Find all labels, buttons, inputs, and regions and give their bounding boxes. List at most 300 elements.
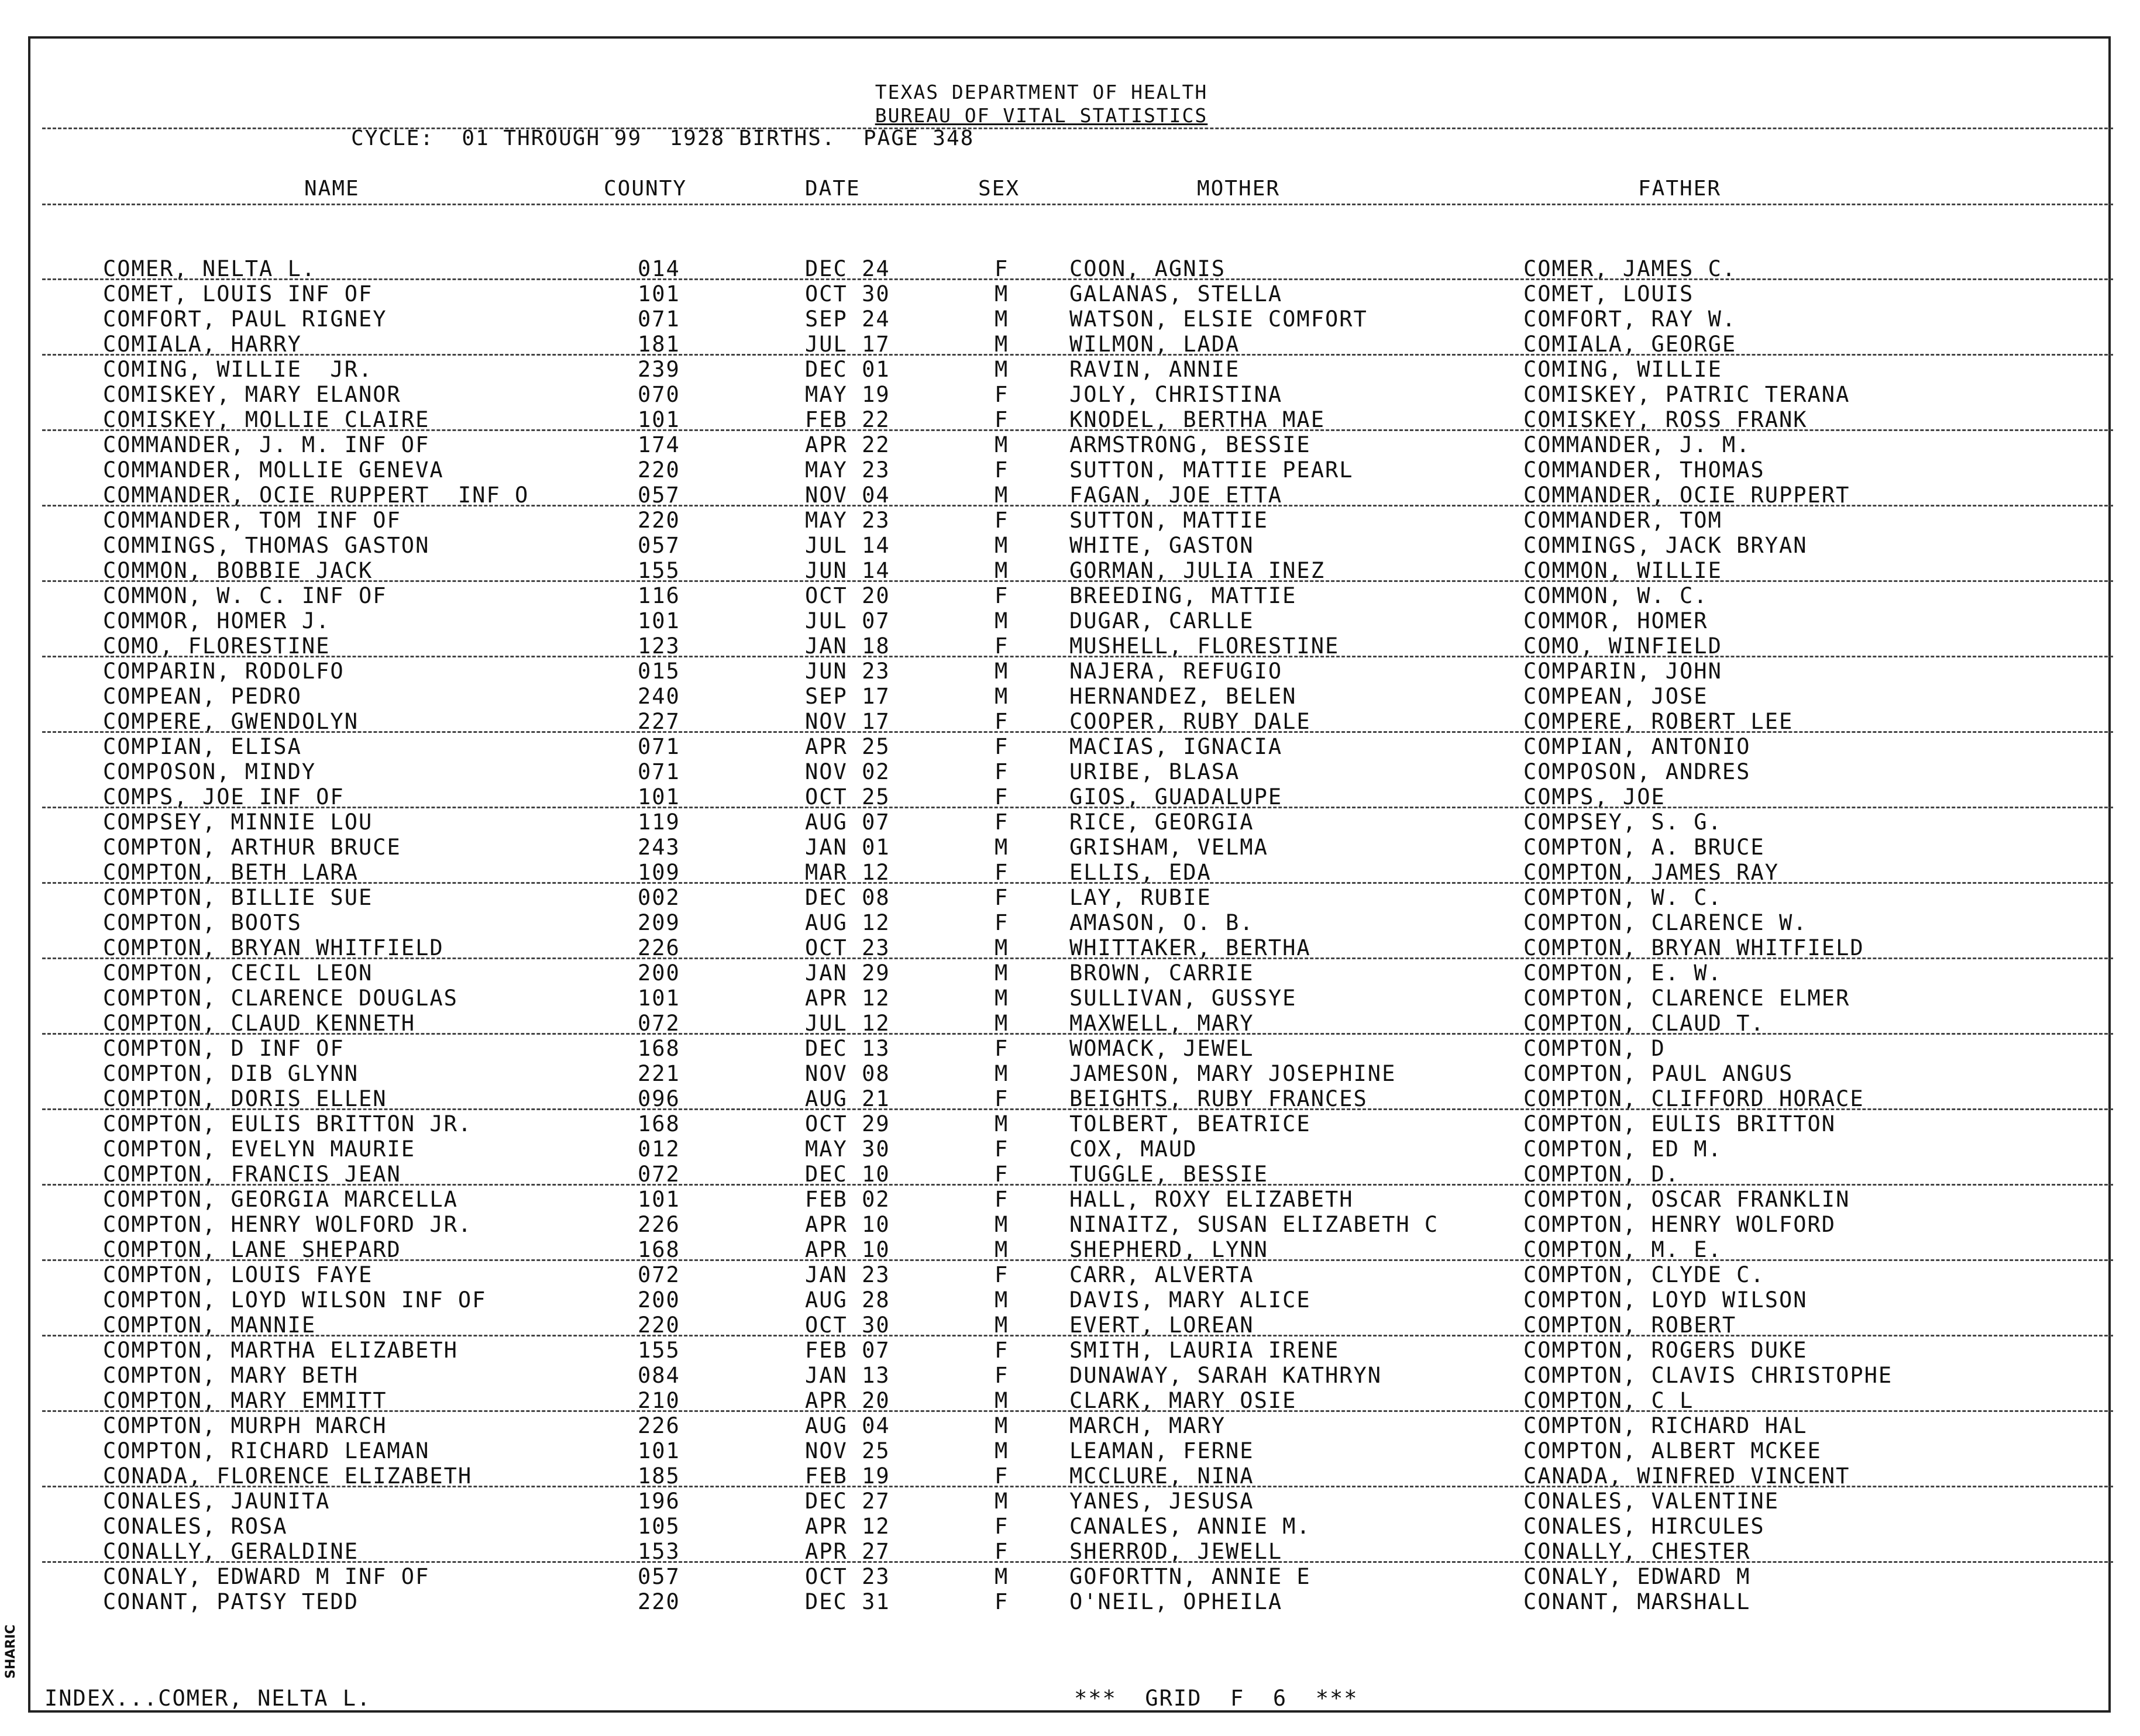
cell-father: COMPERE, ROBERT LEE bbox=[1523, 709, 1794, 734]
cell-sex: F bbox=[995, 1338, 1009, 1363]
cell-county: 071 bbox=[638, 759, 680, 784]
table-row bbox=[0, 885, 2140, 910]
cell-date: JUL 12 bbox=[805, 1011, 890, 1036]
cell-date: APR 20 bbox=[805, 1388, 890, 1413]
row-group-divider bbox=[42, 1410, 2113, 1412]
cell-county: 096 bbox=[638, 1086, 680, 1111]
cell-mother: COON, AGNIS bbox=[1069, 256, 1226, 281]
cell-father: COMPTON, ROGERS DUKE bbox=[1523, 1338, 1808, 1363]
cell-date: DEC 08 bbox=[805, 885, 890, 910]
cell-father: COMING, WILLIE bbox=[1523, 357, 1722, 382]
table-row bbox=[0, 659, 2140, 684]
cell-father: COMPTON, BRYAN WHITFIELD bbox=[1523, 935, 1864, 960]
cell-name: COMPTON, MARY EMMITT bbox=[103, 1388, 387, 1413]
cell-mother: SHERROD, JEWELL bbox=[1069, 1539, 1283, 1564]
cell-county: 072 bbox=[638, 1262, 680, 1287]
cell-mother: KNODEL, BERTHA MAE bbox=[1069, 407, 1325, 432]
cell-date: MAY 23 bbox=[805, 457, 890, 483]
agency-title: TEXAS DEPARTMENT OF HEALTH bbox=[875, 81, 1208, 104]
cell-date: FEB 07 bbox=[805, 1338, 890, 1363]
cell-mother: DAVIS, MARY ALICE bbox=[1069, 1287, 1311, 1313]
cell-date: MAY 23 bbox=[805, 508, 890, 533]
cell-date: MAY 30 bbox=[805, 1136, 890, 1162]
cell-date: JAN 29 bbox=[805, 960, 890, 986]
cell-sex: M bbox=[995, 432, 1009, 457]
cell-county: 071 bbox=[638, 306, 680, 332]
cell-date: JUL 07 bbox=[805, 608, 890, 633]
cell-mother: GORMAN, JULIA INEZ bbox=[1069, 558, 1325, 583]
cell-sex: M bbox=[995, 1287, 1009, 1313]
cell-name: CONALLY, GERALDINE bbox=[103, 1539, 359, 1564]
cell-date: APR 10 bbox=[805, 1237, 890, 1262]
table-row bbox=[0, 1338, 2140, 1363]
cell-date: SEP 17 bbox=[805, 684, 890, 709]
cell-name: COMPTON, BILLIE SUE bbox=[103, 885, 373, 910]
cell-father: COMPTON, D bbox=[1523, 1036, 1666, 1061]
table-row bbox=[0, 910, 2140, 935]
table-row bbox=[0, 1514, 2140, 1539]
cell-name: COMET, LOUIS INF OF bbox=[103, 281, 373, 306]
cell-father: COMPTON, PAUL ANGUS bbox=[1523, 1061, 1794, 1086]
cell-father: COMPTON, CLAUD T. bbox=[1523, 1011, 1765, 1036]
cell-county: 057 bbox=[638, 533, 680, 558]
cell-mother: AMASON, O. B. bbox=[1069, 910, 1254, 935]
cell-father: COMPTON, HENRY WOLFORD bbox=[1523, 1212, 1836, 1237]
cell-father: CONANT, MARSHALL bbox=[1523, 1589, 1751, 1614]
cell-county: 116 bbox=[638, 583, 680, 608]
cell-sex: F bbox=[995, 784, 1009, 810]
cell-mother: JAMESON, MARY JOSEPHINE bbox=[1069, 1061, 1396, 1086]
cell-father: COMMANDER, TOM bbox=[1523, 508, 1722, 533]
side-label: SHARIC bbox=[4, 1624, 18, 1679]
cell-sex: F bbox=[995, 709, 1009, 734]
table-row bbox=[0, 558, 2140, 583]
cell-father: COMFORT, RAY W. bbox=[1523, 306, 1737, 332]
cell-mother: ARMSTRONG, BESSIE bbox=[1069, 432, 1311, 457]
cell-sex: M bbox=[995, 1061, 1009, 1086]
cell-sex: M bbox=[995, 986, 1009, 1011]
cell-date: NOV 25 bbox=[805, 1438, 890, 1463]
table-row bbox=[0, 382, 2140, 407]
cycle-line: CYCLE: 01 THROUGH 99 1928 BIRTHS. PAGE 348 bbox=[351, 126, 975, 150]
cell-county: 057 bbox=[638, 1564, 680, 1589]
cell-father: COMPTON, EULIS BRITTON bbox=[1523, 1111, 1836, 1136]
cell-name: CONALES, JAUNITA bbox=[103, 1489, 331, 1514]
cell-mother: COOPER, RUBY DALE bbox=[1069, 709, 1311, 734]
cell-sex: M bbox=[995, 1111, 1009, 1136]
table-row bbox=[0, 1489, 2140, 1514]
cell-sex: F bbox=[995, 1162, 1009, 1187]
cell-sex: M bbox=[995, 533, 1009, 558]
row-group-divider bbox=[42, 656, 2113, 657]
cell-name: COMPEAN, PEDRO bbox=[103, 684, 302, 709]
cell-sex: M bbox=[995, 1388, 1009, 1413]
table-row bbox=[0, 1589, 2140, 1614]
row-group-divider bbox=[42, 1033, 2113, 1035]
cell-name: COMPSEY, MINNIE LOU bbox=[103, 810, 373, 835]
cell-county: 181 bbox=[638, 332, 680, 357]
cell-mother: TUGGLE, BESSIE bbox=[1069, 1162, 1268, 1187]
cell-father: COMPTON, OSCAR FRANKLIN bbox=[1523, 1187, 1850, 1212]
cell-date: AUG 21 bbox=[805, 1086, 890, 1111]
cell-father: COMPARIN, JOHN bbox=[1523, 659, 1722, 684]
cell-mother: EVERT, LOREAN bbox=[1069, 1313, 1254, 1338]
row-group-divider bbox=[42, 731, 2113, 733]
cell-date: FEB 19 bbox=[805, 1463, 890, 1489]
cell-name: COMMON, BOBBIE JACK bbox=[103, 558, 373, 583]
cell-mother: MACIAS, IGNACIA bbox=[1069, 734, 1283, 759]
cell-county: 220 bbox=[638, 1313, 680, 1338]
cell-name: COMPTON, EVELYN MAURIE bbox=[103, 1136, 416, 1162]
cell-sex: F bbox=[995, 1363, 1009, 1388]
cell-name: COMPOSON, MINDY bbox=[103, 759, 316, 784]
cell-father: COMMANDER, OCIE RUPPERT bbox=[1523, 483, 1850, 508]
cell-mother: SMITH, LAURIA IRENE bbox=[1069, 1338, 1340, 1363]
cell-date: AUG 28 bbox=[805, 1287, 890, 1313]
cell-sex: M bbox=[995, 281, 1009, 306]
table-row bbox=[0, 1212, 2140, 1237]
cell-name: COMPTON, HENRY WOLFORD JR. bbox=[103, 1212, 473, 1237]
cell-name: COMMOR, HOMER J. bbox=[103, 608, 331, 633]
table-row bbox=[0, 759, 2140, 784]
cell-name: COMMON, W. C. INF OF bbox=[103, 583, 387, 608]
cell-father: COMPTON, W. C. bbox=[1523, 885, 1722, 910]
column-header-date: DATE bbox=[805, 177, 861, 201]
row-group-divider bbox=[42, 505, 2113, 507]
cell-father: COMIALA, GEORGE bbox=[1523, 332, 1737, 357]
cell-mother: JOLY, CHRISTINA bbox=[1069, 382, 1283, 407]
cell-sex: F bbox=[995, 1463, 1009, 1489]
table-row bbox=[0, 860, 2140, 885]
cell-county: 101 bbox=[638, 1187, 680, 1212]
cell-name: COMPTON, MANNIE bbox=[103, 1313, 316, 1338]
cell-mother: CANALES, ANNIE M. bbox=[1069, 1514, 1311, 1539]
cell-name: COMPTON, LOYD WILSON INF OF bbox=[103, 1287, 487, 1313]
cell-name: COMPTON, DIB GLYNN bbox=[103, 1061, 359, 1086]
cell-county: 220 bbox=[638, 457, 680, 483]
table-row bbox=[0, 1036, 2140, 1061]
cell-father: COMPTON, M. E. bbox=[1523, 1237, 1722, 1262]
cell-name: COMPTON, CLARENCE DOUGLAS bbox=[103, 986, 458, 1011]
table-row bbox=[0, 1111, 2140, 1136]
cell-date: APR 10 bbox=[805, 1212, 890, 1237]
cell-county: 070 bbox=[638, 382, 680, 407]
cell-mother: SHEPHERD, LYNN bbox=[1069, 1237, 1268, 1262]
row-group-divider bbox=[42, 1184, 2113, 1186]
cell-county: 174 bbox=[638, 432, 680, 457]
cell-county: 239 bbox=[638, 357, 680, 382]
table-row bbox=[0, 583, 2140, 608]
cell-sex: F bbox=[995, 1262, 1009, 1287]
cell-date: JAN 01 bbox=[805, 835, 890, 860]
cell-father: COMPTON, CLARENCE W. bbox=[1523, 910, 1808, 935]
cell-county: 012 bbox=[638, 1136, 680, 1162]
cell-sex: M bbox=[995, 608, 1009, 633]
table-row bbox=[0, 533, 2140, 558]
cell-county: 168 bbox=[638, 1111, 680, 1136]
cell-name: COMPTON, LANE SHEPARD bbox=[103, 1237, 401, 1262]
cell-sex: M bbox=[995, 1564, 1009, 1589]
cell-name: COMPTON, RICHARD LEAMAN bbox=[103, 1438, 430, 1463]
cell-father: COMMON, W. C. bbox=[1523, 583, 1708, 608]
cell-sex: F bbox=[995, 860, 1009, 885]
cell-date: MAY 19 bbox=[805, 382, 890, 407]
cell-mother: DUGAR, CARLLE bbox=[1069, 608, 1254, 633]
cell-mother: WHITE, GASTON bbox=[1069, 533, 1254, 558]
cell-sex: M bbox=[995, 960, 1009, 986]
cell-name: COMPTON, GEORGIA MARCELLA bbox=[103, 1187, 458, 1212]
cell-name: COMPTON, MARY BETH bbox=[103, 1363, 359, 1388]
cell-name: COMPTON, BETH LARA bbox=[103, 860, 359, 885]
cell-county: 072 bbox=[638, 1011, 680, 1036]
cell-county: 220 bbox=[638, 1589, 680, 1614]
table-row bbox=[0, 281, 2140, 306]
cell-mother: RAVIN, ANNIE bbox=[1069, 357, 1240, 382]
cell-sex: M bbox=[995, 1313, 1009, 1338]
cell-mother: RICE, GEORGIA bbox=[1069, 810, 1254, 835]
cell-mother: SUTTON, MATTIE bbox=[1069, 508, 1268, 533]
cell-sex: F bbox=[995, 508, 1009, 533]
table-row bbox=[0, 1086, 2140, 1111]
cell-county: 015 bbox=[638, 659, 680, 684]
table-row bbox=[0, 1564, 2140, 1589]
cell-mother: NINAITZ, SUSAN ELIZABETH C bbox=[1069, 1212, 1439, 1237]
cell-sex: F bbox=[995, 885, 1009, 910]
table-row bbox=[0, 1313, 2140, 1338]
cell-county: 227 bbox=[638, 709, 680, 734]
cell-county: 101 bbox=[638, 608, 680, 633]
cell-name: COMPTON, CLAUD KENNETH bbox=[103, 1011, 416, 1036]
cell-sex: M bbox=[995, 835, 1009, 860]
cell-county: 101 bbox=[638, 986, 680, 1011]
cell-date: SEP 24 bbox=[805, 306, 890, 332]
cell-father: COMPTON, C L bbox=[1523, 1388, 1694, 1413]
row-group-divider bbox=[42, 1259, 2113, 1261]
cell-date: OCT 23 bbox=[805, 1564, 890, 1589]
cell-date: JAN 13 bbox=[805, 1363, 890, 1388]
cell-mother: MAXWELL, MARY bbox=[1069, 1011, 1254, 1036]
cell-name: COMO, FLORESTINE bbox=[103, 633, 331, 659]
cell-name: COMPTON, MURPH MARCH bbox=[103, 1413, 387, 1438]
cell-county: 101 bbox=[638, 784, 680, 810]
table-row bbox=[0, 986, 2140, 1011]
cell-sex: F bbox=[995, 407, 1009, 432]
table-row bbox=[0, 1187, 2140, 1212]
cell-county: 196 bbox=[638, 1489, 680, 1514]
cell-date: APR 27 bbox=[805, 1539, 890, 1564]
cell-date: JAN 18 bbox=[805, 633, 890, 659]
cell-date: APR 12 bbox=[805, 986, 890, 1011]
cell-name: CONADA, FLORENCE ELIZABETH bbox=[103, 1463, 473, 1489]
cell-father: CONALES, HIRCULES bbox=[1523, 1514, 1765, 1539]
cell-date: JAN 23 bbox=[805, 1262, 890, 1287]
cell-sex: F bbox=[995, 1036, 1009, 1061]
cell-name: COMFORT, PAUL RIGNEY bbox=[103, 306, 387, 332]
cell-name: COMPTON, MARTHA ELIZABETH bbox=[103, 1338, 458, 1363]
cell-date: APR 22 bbox=[805, 432, 890, 457]
cell-father: COMPTON, CLAVIS CHRISTOPHE bbox=[1523, 1363, 1893, 1388]
cell-name: COMPTON, FRANCIS JEAN bbox=[103, 1162, 401, 1187]
table-row bbox=[0, 256, 2140, 281]
cell-father: COMPSEY, S. G. bbox=[1523, 810, 1722, 835]
table-row bbox=[0, 1061, 2140, 1086]
table-row bbox=[0, 332, 2140, 357]
cell-sex: F bbox=[995, 256, 1009, 281]
cell-mother: WOMACK, JEWEL bbox=[1069, 1036, 1254, 1061]
column-header-divider bbox=[42, 204, 2113, 205]
cell-name: COMMANDER, OCIE RUPPERT INF O bbox=[103, 483, 529, 508]
row-group-divider bbox=[42, 580, 2113, 582]
cell-father: CONALLY, CHESTER bbox=[1523, 1539, 1751, 1564]
cell-county: 084 bbox=[638, 1363, 680, 1388]
cell-name: COMING, WILLIE JR. bbox=[103, 357, 373, 382]
cell-date: DEC 31 bbox=[805, 1589, 890, 1614]
cell-father: COMET, LOUIS bbox=[1523, 281, 1694, 306]
table-row bbox=[0, 432, 2140, 457]
cell-sex: F bbox=[995, 457, 1009, 483]
table-row bbox=[0, 810, 2140, 835]
cell-name: COMPS, JOE INF OF bbox=[103, 784, 345, 810]
cell-sex: F bbox=[995, 1086, 1009, 1111]
cell-father: COMPTON, CLYDE C. bbox=[1523, 1262, 1765, 1287]
cell-father: CANADA, WINFRED VINCENT bbox=[1523, 1463, 1850, 1489]
cell-name: COMPTON, ARTHUR BRUCE bbox=[103, 835, 401, 860]
cell-father: COMMON, WILLIE bbox=[1523, 558, 1722, 583]
cell-sex: F bbox=[995, 759, 1009, 784]
cell-father: COMPS, JOE bbox=[1523, 784, 1666, 810]
table-row bbox=[0, 684, 2140, 709]
cell-mother: DUNAWAY, SARAH KATHRYN bbox=[1069, 1363, 1382, 1388]
cell-county: 123 bbox=[638, 633, 680, 659]
cell-father: COMPEAN, JOSE bbox=[1523, 684, 1708, 709]
table-row bbox=[0, 935, 2140, 960]
cell-mother: ELLIS, EDA bbox=[1069, 860, 1212, 885]
cell-date: APR 25 bbox=[805, 734, 890, 759]
cell-county: 200 bbox=[638, 1287, 680, 1313]
cell-mother: CLARK, MARY OSIE bbox=[1069, 1388, 1297, 1413]
cell-father: COMPTON, ROBERT bbox=[1523, 1313, 1737, 1338]
footer-grid: *** GRID F 6 *** bbox=[1074, 1686, 1358, 1711]
cell-date: JUL 17 bbox=[805, 332, 890, 357]
row-group-divider bbox=[42, 429, 2113, 431]
cell-county: 071 bbox=[638, 734, 680, 759]
cell-mother: HERNANDEZ, BELEN bbox=[1069, 684, 1297, 709]
cell-mother: GOFORTTN, ANNIE E bbox=[1069, 1564, 1311, 1589]
cell-date: OCT 29 bbox=[805, 1111, 890, 1136]
table-row bbox=[0, 1011, 2140, 1036]
cell-sex: F bbox=[995, 910, 1009, 935]
table-row bbox=[0, 357, 2140, 382]
cell-mother: WATSON, ELSIE COMFORT bbox=[1069, 306, 1368, 332]
cell-mother: MUSHELL, FLORESTINE bbox=[1069, 633, 1340, 659]
cell-mother: WHITTAKER, BERTHA bbox=[1069, 935, 1311, 960]
cell-date: DEC 10 bbox=[805, 1162, 890, 1187]
table-row bbox=[0, 734, 2140, 759]
cell-county: 200 bbox=[638, 960, 680, 986]
table-row bbox=[0, 1463, 2140, 1489]
cell-name: COMMINGS, THOMAS GASTON bbox=[103, 533, 430, 558]
cell-father: COMPTON, CLIFFORD HORACE bbox=[1523, 1086, 1864, 1111]
cell-date: DEC 01 bbox=[805, 357, 890, 382]
cell-sex: M bbox=[995, 684, 1009, 709]
cell-county: 101 bbox=[638, 407, 680, 432]
column-header-county: COUNTY bbox=[604, 177, 687, 201]
cell-county: 101 bbox=[638, 1438, 680, 1463]
cell-mother: SULLIVAN, GUSSYE bbox=[1069, 986, 1297, 1011]
cell-sex: M bbox=[995, 1438, 1009, 1463]
cell-name: COMPTON, CECIL LEON bbox=[103, 960, 373, 986]
cell-father: COMPTON, JAMES RAY bbox=[1523, 860, 1779, 885]
table-row bbox=[0, 1438, 2140, 1463]
cell-sex: F bbox=[995, 382, 1009, 407]
cell-county: 168 bbox=[638, 1036, 680, 1061]
table-row bbox=[0, 633, 2140, 659]
table-row bbox=[0, 1136, 2140, 1162]
cell-sex: F bbox=[995, 583, 1009, 608]
row-group-divider bbox=[42, 1108, 2113, 1110]
cell-county: 002 bbox=[638, 885, 680, 910]
table-row bbox=[0, 306, 2140, 332]
cell-sex: M bbox=[995, 332, 1009, 357]
table-row bbox=[0, 608, 2140, 633]
table-row bbox=[0, 508, 2140, 533]
cell-father: COMMOR, HOMER bbox=[1523, 608, 1708, 633]
cell-mother: TOLBERT, BEATRICE bbox=[1069, 1111, 1311, 1136]
cell-date: NOV 08 bbox=[805, 1061, 890, 1086]
cell-father: COMPTON, E. W. bbox=[1523, 960, 1722, 986]
cell-father: COMISKEY, ROSS FRANK bbox=[1523, 407, 1808, 432]
cell-name: COMPTON, DORIS ELLEN bbox=[103, 1086, 387, 1111]
cell-county: 101 bbox=[638, 281, 680, 306]
cell-name: COMPTON, EULIS BRITTON JR. bbox=[103, 1111, 473, 1136]
cell-date: FEB 02 bbox=[805, 1187, 890, 1212]
cell-father: COMISKEY, PATRIC TERANA bbox=[1523, 382, 1850, 407]
table-row bbox=[0, 407, 2140, 432]
table-row bbox=[0, 457, 2140, 483]
cell-county: 209 bbox=[638, 910, 680, 935]
cell-name: COMPIAN, ELISA bbox=[103, 734, 302, 759]
cell-mother: O'NEIL, OPHEILA bbox=[1069, 1589, 1283, 1614]
cell-name: COMIALA, HARRY bbox=[103, 332, 302, 357]
column-header-father: FATHER bbox=[1638, 177, 1722, 201]
table-row bbox=[0, 1287, 2140, 1313]
cell-sex: F bbox=[995, 734, 1009, 759]
cell-date: FEB 22 bbox=[805, 407, 890, 432]
cell-date: APR 12 bbox=[805, 1514, 890, 1539]
cell-date: MAR 12 bbox=[805, 860, 890, 885]
cell-sex: F bbox=[995, 1514, 1009, 1539]
cell-sex: F bbox=[995, 1136, 1009, 1162]
cell-date: DEC 27 bbox=[805, 1489, 890, 1514]
row-group-divider bbox=[42, 1335, 2113, 1337]
cell-date: NOV 17 bbox=[805, 709, 890, 734]
cell-date: OCT 30 bbox=[805, 1313, 890, 1338]
cell-mother: LEAMAN, FERNE bbox=[1069, 1438, 1254, 1463]
cell-mother: URIBE, BLASA bbox=[1069, 759, 1240, 784]
cell-date: OCT 25 bbox=[805, 784, 890, 810]
cell-name: COMPARIN, RODOLFO bbox=[103, 659, 345, 684]
cell-county: 226 bbox=[638, 1413, 680, 1438]
cell-county: 014 bbox=[638, 256, 680, 281]
footer-index: INDEX...COMER, NELTA L. bbox=[44, 1686, 371, 1711]
cell-father: COMPTON, CLARENCE ELMER bbox=[1523, 986, 1850, 1011]
table-row bbox=[0, 709, 2140, 734]
cell-mother: FAGAN, JOE ETTA bbox=[1069, 483, 1283, 508]
cell-name: COMISKEY, MOLLIE CLAIRE bbox=[103, 407, 430, 432]
cell-county: 221 bbox=[638, 1061, 680, 1086]
cell-sex: M bbox=[995, 558, 1009, 583]
cell-sex: M bbox=[995, 306, 1009, 332]
